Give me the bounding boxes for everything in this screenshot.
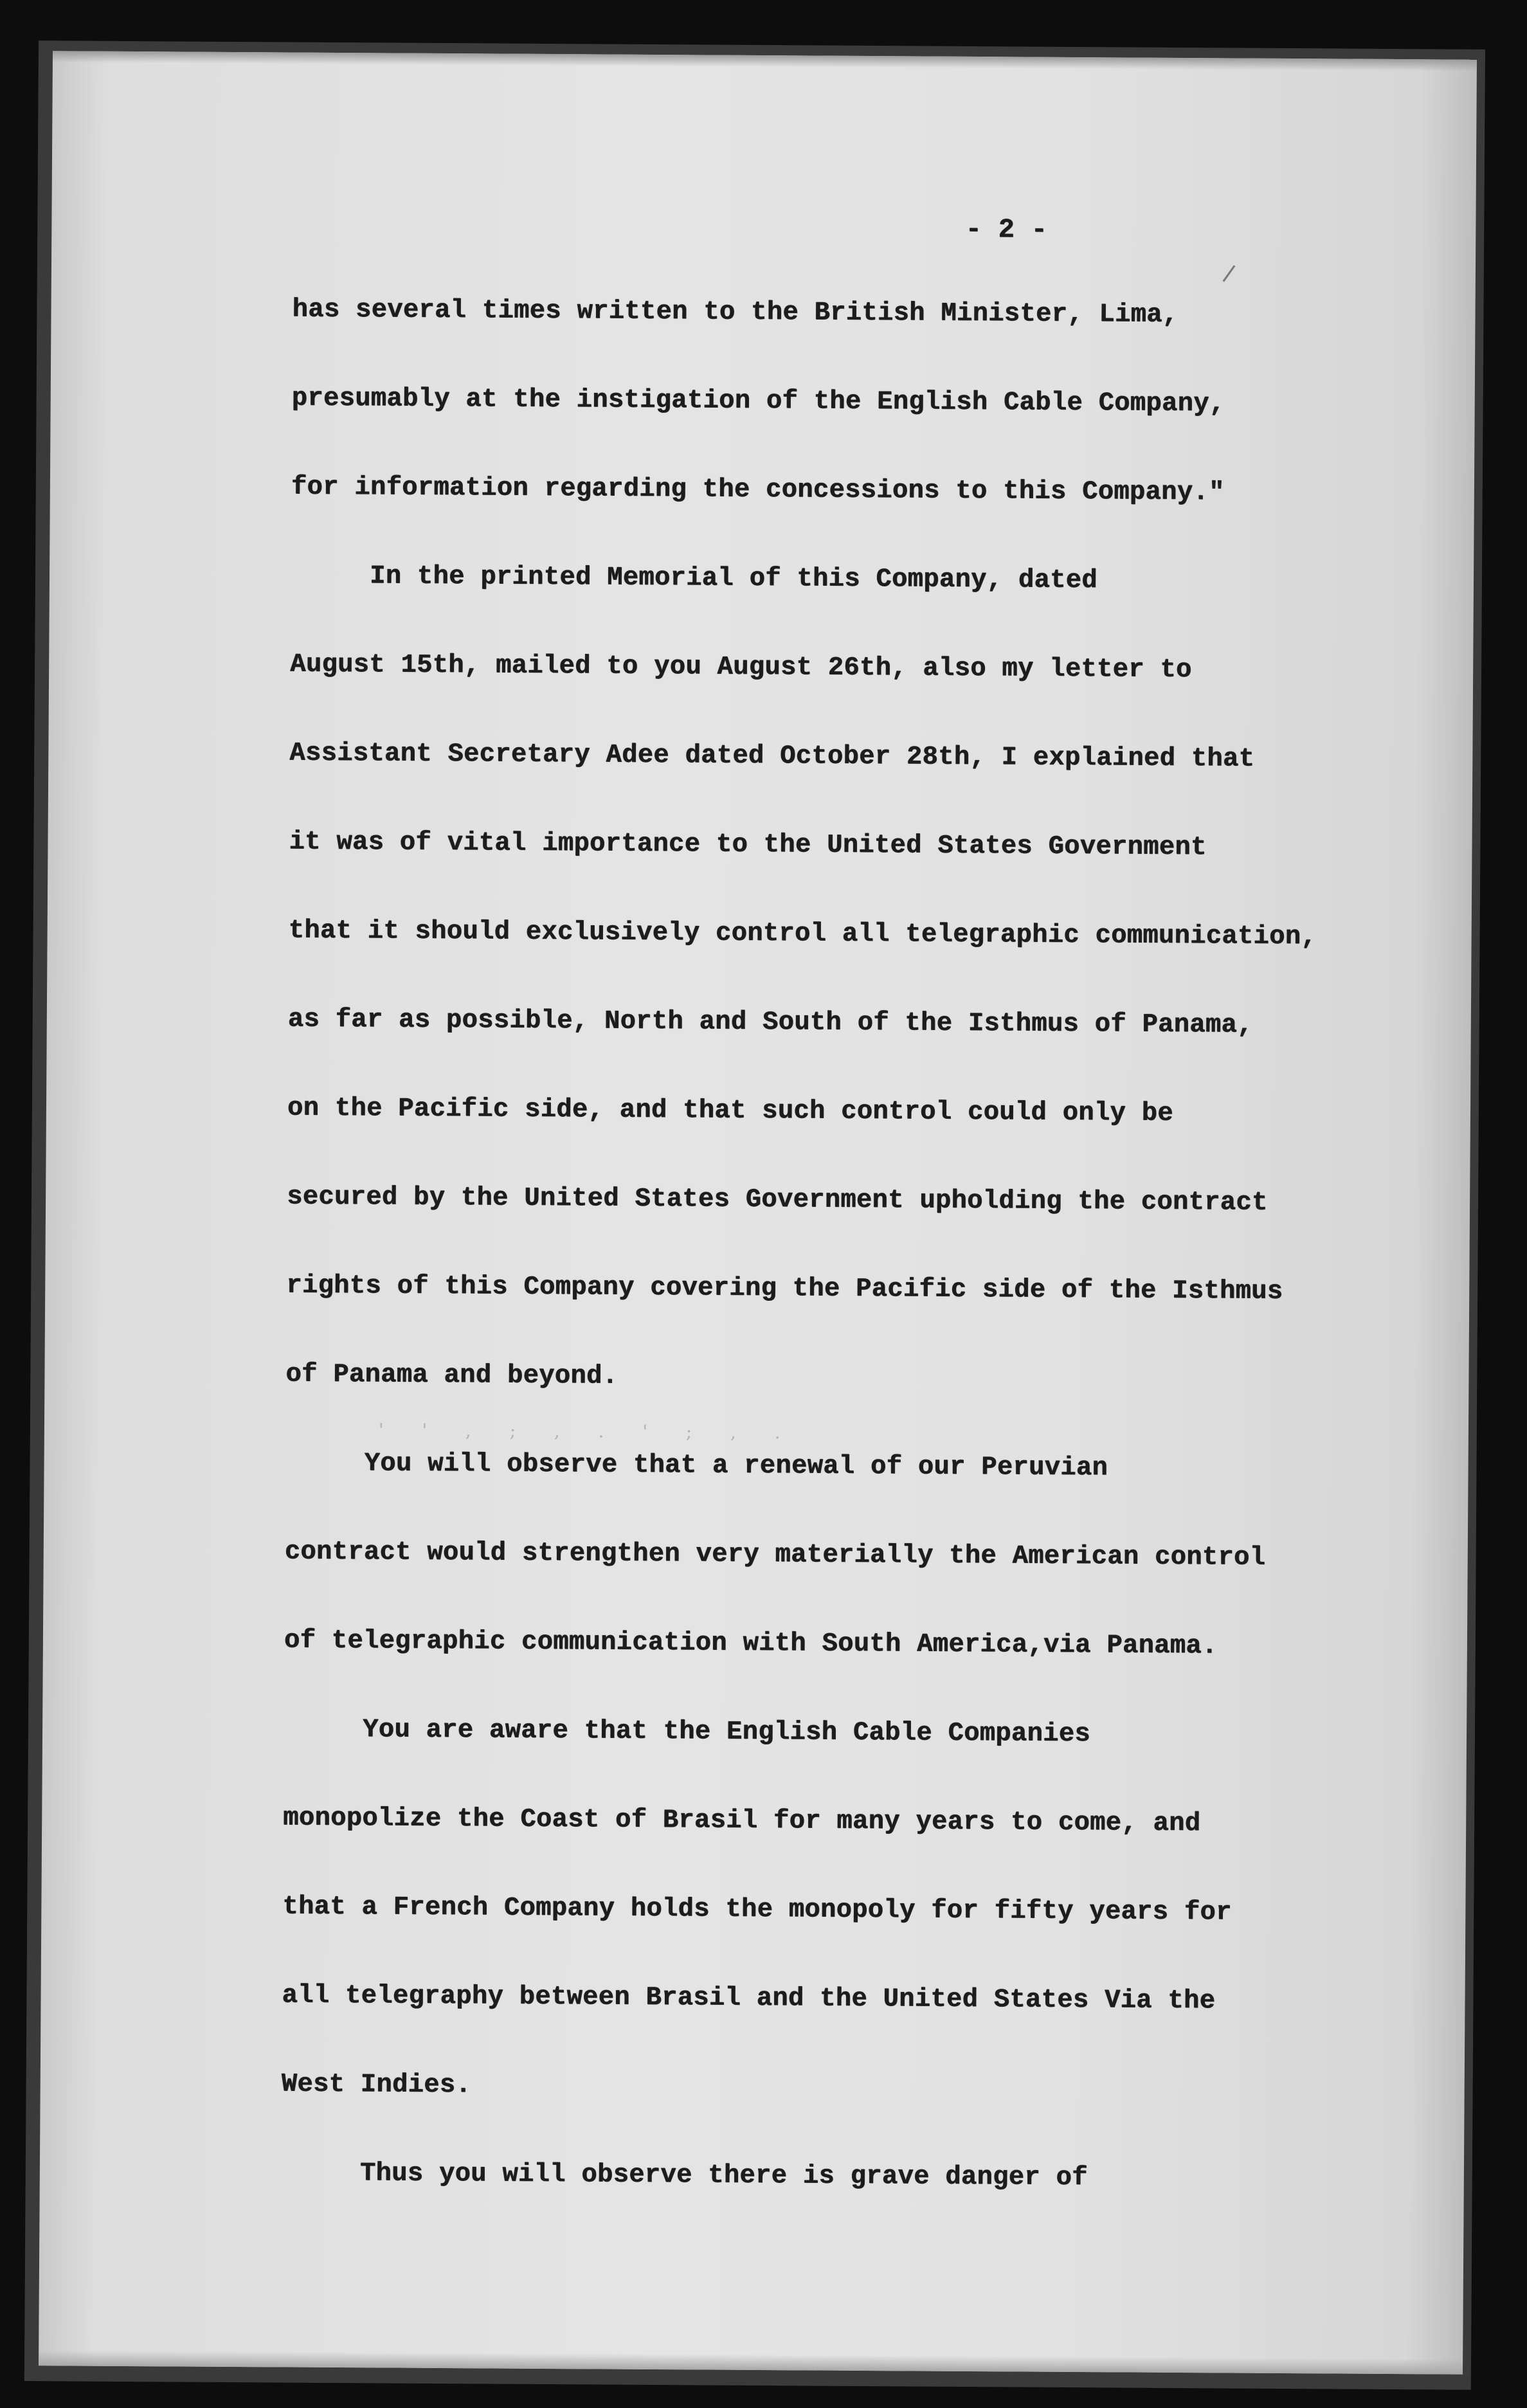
- text-line-20: all telegraphy between Brasil and the United States Via the: [282, 1980, 1216, 2016]
- document-page: [39, 51, 1477, 2374]
- text-line-7: it was of vital importance to the United States Government: [289, 827, 1207, 863]
- text-line-22: Thus you will observe there is grave danger of: [280, 2158, 1088, 2193]
- text-line-6: Assistant Secretary Adee dated October 28th, I explained that: [289, 738, 1255, 774]
- page-number: - 2 -: [965, 213, 1048, 246]
- text-line-4: In the printed Memorial of this Company, dated: [290, 561, 1098, 596]
- text-line-9: as far as possible, North and South of the Isthmus of Panama,: [287, 1004, 1253, 1040]
- text-line-18: monopolize the Coast of Brasil for many years to come, and: [283, 1803, 1201, 1839]
- text-line-5: August 15th, mailed to you August 26th, also my letter to: [290, 649, 1192, 685]
- text-line-1: has several times written to the British Minister, Lima,: [292, 294, 1179, 330]
- text-line-19: that a French Company holds the monopoly for fifty years for: [282, 1892, 1232, 1928]
- faint-bleed-through: ' ' , ; , . ' ; , .: [378, 1419, 790, 1444]
- text-line-13: of Panama and beyond.: [285, 1359, 619, 1391]
- text-line-21: West Indies.: [281, 2069, 472, 2101]
- text-line-15: contract would strengthen very materially the American control: [284, 1537, 1266, 1573]
- text-line-10: on the Pacific side, and that such control could only be: [287, 1093, 1173, 1128]
- text-line-2: presumably at the instigation of the English Cable Company,: [291, 383, 1225, 419]
- text-line-11: secured by the United States Government upholding the contract: [286, 1182, 1268, 1218]
- stray-pencil-mark: [1223, 265, 1236, 282]
- text-line-12: rights of this Company covering the Pacific side of the Isthmus: [286, 1271, 1283, 1307]
- text-line-17: You are aware that the English Cable Companies: [283, 1714, 1091, 1750]
- text-line-8: that it should exclusively control all telegraphic communication,: [288, 916, 1317, 952]
- typed-text-block: [280, 210, 1477, 2193]
- text-line-16: of telegraphic communication with South America,via Panama.: [284, 1625, 1218, 1661]
- text-line-14: You will observe that a renewal of our Peruvian: [285, 1448, 1108, 1483]
- text-line-3: for information regarding the concessions to this Company.": [291, 472, 1225, 508]
